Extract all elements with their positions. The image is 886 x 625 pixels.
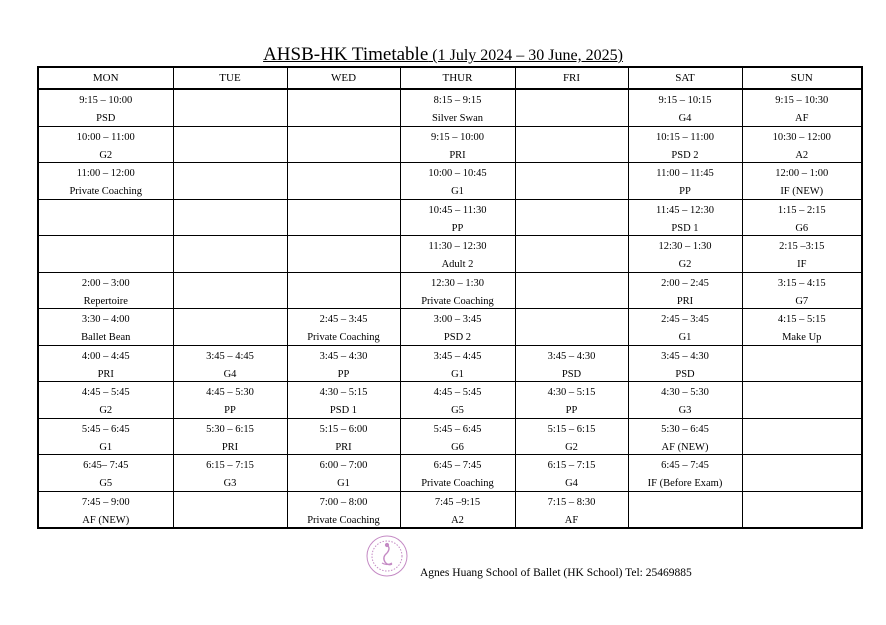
table-cell xyxy=(515,126,628,163)
table-cell xyxy=(742,491,862,528)
class-name: Private Coaching xyxy=(421,295,494,307)
class-time: 4:45 – 5:30 xyxy=(206,387,254,398)
table-cell xyxy=(628,418,742,455)
table-cell xyxy=(38,309,173,346)
class-time: 6:15 – 7:15 xyxy=(206,460,254,471)
table-row xyxy=(38,382,862,419)
class-name: PRI xyxy=(449,149,466,161)
class-name: Adult 2 xyxy=(441,259,474,270)
class-name: PSD 2 xyxy=(443,332,472,343)
class-name: G4 xyxy=(565,478,578,489)
table-cell xyxy=(628,163,742,200)
class-time: 11:00 – 12:00 xyxy=(76,168,135,179)
class-name: G2 xyxy=(565,441,578,453)
class-name: AF xyxy=(795,113,809,124)
class-name: Ballet Bean xyxy=(81,332,131,343)
table-cell xyxy=(515,345,628,382)
day-header: TUE xyxy=(173,67,287,89)
class-name: Private Coaching xyxy=(69,186,143,197)
class-name: AF xyxy=(564,514,579,526)
table-row xyxy=(38,89,862,126)
table-cell xyxy=(287,89,400,126)
class-time: 10:00 – 10:45 xyxy=(428,168,487,179)
table-cell xyxy=(287,491,400,528)
class-time: 4:15 – 5:15 xyxy=(777,314,826,325)
table-cell xyxy=(515,163,628,200)
class-time: 11:30 – 12:30 xyxy=(428,241,487,252)
title-main: AHSB-HK Timetable xyxy=(263,44,429,65)
class-time: 10:30 – 12:00 xyxy=(772,131,831,143)
timetable-title xyxy=(0,44,886,66)
table-cell xyxy=(515,89,628,126)
table-row xyxy=(38,491,862,528)
table-cell xyxy=(287,382,400,419)
table-cell xyxy=(628,382,742,419)
table-cell xyxy=(400,199,515,236)
class-name: PP xyxy=(337,368,350,380)
table-cell xyxy=(628,89,742,126)
class-name: PP xyxy=(224,405,236,416)
class-time: 4:30 – 5:15 xyxy=(319,387,368,398)
class-time: 7:45 – 9:00 xyxy=(81,496,130,508)
class-time: 11:00 – 11:45 xyxy=(656,168,714,179)
table-cell xyxy=(287,309,400,346)
class-time: 9:15 – 10:00 xyxy=(430,131,485,143)
class-time: 7:00 – 8:00 xyxy=(319,496,368,508)
table-cell xyxy=(628,455,742,492)
class-name: Silver Swan xyxy=(431,113,484,124)
table-cell xyxy=(742,163,862,200)
class-time: 12:00 – 1:00 xyxy=(775,168,829,179)
table-cell xyxy=(38,491,173,528)
table-cell xyxy=(38,126,173,163)
class-name: Make Up xyxy=(782,332,822,343)
timetable-table xyxy=(37,66,863,529)
table-cell xyxy=(173,418,287,455)
table-row xyxy=(38,309,862,346)
header-row xyxy=(38,67,862,89)
table-cell xyxy=(287,345,400,382)
table-cell xyxy=(515,455,628,492)
class-name: G1 xyxy=(451,186,464,197)
table-cell xyxy=(742,345,862,382)
table-cell xyxy=(173,199,287,236)
table-cell xyxy=(173,236,287,273)
table-cell xyxy=(287,272,400,309)
class-name: A2 xyxy=(451,514,464,526)
table-row xyxy=(38,199,862,236)
class-time: 3:00 – 3:45 xyxy=(433,314,482,325)
class-name: Private Coaching xyxy=(421,478,494,489)
class-time: 1:15 – 2:15 xyxy=(777,204,826,216)
class-time: 9:15 – 10:15 xyxy=(658,95,712,106)
table-cell xyxy=(515,382,628,419)
table-cell xyxy=(628,199,742,236)
class-time: 3:45 – 4:30 xyxy=(547,350,596,362)
class-time: 6:45– 7:45 xyxy=(83,460,129,471)
class-name: IF xyxy=(797,259,807,270)
table-cell xyxy=(287,126,400,163)
class-name: G2 xyxy=(678,259,692,270)
table-cell xyxy=(38,236,173,273)
table-cell xyxy=(742,309,862,346)
table-cell xyxy=(742,236,862,273)
class-name: G5 xyxy=(451,405,464,416)
table-cell xyxy=(742,455,862,492)
footer-contact: Agnes Huang School of Ballet (HK School) Tel: 25469885 xyxy=(420,567,692,579)
class-name: PP xyxy=(565,405,578,416)
class-name: IF (Before Exam) xyxy=(647,478,723,489)
table-cell xyxy=(400,491,515,528)
table-cell xyxy=(628,236,742,273)
class-time: 4:45 – 5:45 xyxy=(81,387,130,398)
table-cell xyxy=(287,418,400,455)
class-time: 6:45 – 7:45 xyxy=(661,460,709,471)
class-time: 11:45 – 12:30 xyxy=(656,204,714,216)
class-name: AF (NEW) xyxy=(661,441,709,453)
class-time: 3:15 – 4:15 xyxy=(777,277,826,289)
class-name: AF (NEW) xyxy=(82,514,130,526)
table-cell xyxy=(628,309,742,346)
class-time: 12:30 – 1:30 xyxy=(430,277,485,289)
table-cell xyxy=(515,491,628,528)
class-name: G2 xyxy=(99,149,113,161)
class-name: PP xyxy=(679,186,691,197)
table-cell xyxy=(515,309,628,346)
class-name: PSD xyxy=(561,368,582,380)
table-cell xyxy=(515,199,628,236)
class-name: PRI xyxy=(676,295,694,307)
class-time: 4:45 – 5:45 xyxy=(433,387,482,398)
class-time: 9:15 – 10:30 xyxy=(775,95,829,106)
class-name: PRI xyxy=(221,441,239,453)
table-cell xyxy=(400,309,515,346)
table-cell xyxy=(742,272,862,309)
class-name: G5 xyxy=(99,478,113,489)
table-cell xyxy=(173,309,287,346)
class-time: 2:45 – 3:45 xyxy=(661,314,709,325)
table-cell xyxy=(38,89,173,126)
class-name: Private Coaching xyxy=(307,332,380,343)
class-time: 10:45 – 11:30 xyxy=(428,204,487,216)
class-time: 5:30 – 6:45 xyxy=(661,423,709,435)
class-time: 9:15 – 10:00 xyxy=(79,95,133,106)
class-name: PSD 2 xyxy=(671,149,699,161)
class-time: 3:45 – 4:30 xyxy=(661,350,709,362)
class-name: G4 xyxy=(223,368,237,380)
class-time: 10:00 – 11:00 xyxy=(76,131,135,143)
table-row xyxy=(38,345,862,382)
table-cell xyxy=(38,272,173,309)
class-time: 5:15 – 6:00 xyxy=(319,423,368,435)
table-cell xyxy=(400,272,515,309)
table-cell xyxy=(400,126,515,163)
class-name: G6 xyxy=(451,441,464,453)
day-header: MON xyxy=(38,67,173,89)
table-cell xyxy=(287,236,400,273)
table-cell xyxy=(173,345,287,382)
table-cell xyxy=(400,418,515,455)
class-time: 2:00 – 2:45 xyxy=(661,277,709,289)
table-cell xyxy=(400,455,515,492)
table-row xyxy=(38,455,862,492)
class-time: 12:30 – 1:30 xyxy=(658,241,712,252)
ballet-school-seal-icon xyxy=(364,533,410,579)
table-cell xyxy=(287,455,400,492)
title-range: (1 July 2024 – 30 June, 2025) xyxy=(428,47,623,64)
class-name: PRI xyxy=(335,441,352,453)
table-cell xyxy=(173,272,287,309)
table-cell xyxy=(628,272,742,309)
class-name: PRI xyxy=(97,368,114,380)
table-cell xyxy=(515,418,628,455)
table-cell xyxy=(173,455,287,492)
class-time: 6:45 – 7:45 xyxy=(433,460,482,471)
table-cell xyxy=(38,455,173,492)
table-cell xyxy=(400,236,515,273)
class-time: 8:15 – 9:15 xyxy=(433,95,482,106)
class-time: 6:15 – 7:15 xyxy=(547,460,596,471)
class-name: G1 xyxy=(337,478,350,489)
class-name: PSD 1 xyxy=(671,222,699,234)
class-time: 5:45 – 6:45 xyxy=(433,423,482,435)
class-time: 5:45 – 6:45 xyxy=(81,423,130,435)
table-cell xyxy=(742,199,862,236)
table-cell xyxy=(173,89,287,126)
table-cell xyxy=(38,163,173,200)
day-header: SAT xyxy=(628,67,742,89)
table-cell xyxy=(38,382,173,419)
table-cell xyxy=(173,382,287,419)
table-cell xyxy=(742,382,862,419)
table-row xyxy=(38,163,862,200)
table-cell xyxy=(38,418,173,455)
class-time: 2:45 – 3:45 xyxy=(319,314,368,325)
class-time: 10:15 – 11:00 xyxy=(656,131,714,143)
class-name: Private Coaching xyxy=(307,514,380,526)
table-cell xyxy=(628,126,742,163)
table-cell xyxy=(742,418,862,455)
table-cell xyxy=(742,126,862,163)
class-time: 2:00 – 3:00 xyxy=(81,277,130,289)
class-name: PSD xyxy=(96,113,116,124)
class-time: 5:30 – 6:15 xyxy=(206,423,254,435)
class-name: G1 xyxy=(678,332,692,343)
table-cell xyxy=(515,236,628,273)
class-name: PP xyxy=(451,222,464,234)
class-time: 3:45 – 4:45 xyxy=(433,350,482,362)
table-cell xyxy=(173,126,287,163)
table-cell xyxy=(628,491,742,528)
table-cell xyxy=(173,491,287,528)
table-row xyxy=(38,418,862,455)
table-cell xyxy=(38,199,173,236)
class-name: G3 xyxy=(223,478,237,489)
class-name: Repertoire xyxy=(83,295,128,307)
class-name: G3 xyxy=(678,405,692,416)
class-name: G4 xyxy=(678,113,692,124)
table-cell xyxy=(287,163,400,200)
day-header: SUN xyxy=(742,67,862,89)
class-name: G7 xyxy=(795,295,809,307)
class-time: 3:45 – 4:45 xyxy=(206,350,254,362)
table-cell xyxy=(287,199,400,236)
class-name: PSD xyxy=(675,368,695,380)
table-cell xyxy=(400,89,515,126)
class-name: A2 xyxy=(795,149,809,161)
table-row xyxy=(38,272,862,309)
class-time: 2:15 –3:15 xyxy=(779,241,825,252)
class-time: 4:30 – 5:15 xyxy=(547,387,596,398)
class-time: 4:00 – 4:45 xyxy=(81,350,130,362)
class-time: 6:00 – 7:00 xyxy=(319,460,368,471)
class-time: 7:15 – 8:30 xyxy=(547,496,596,508)
table-row xyxy=(38,236,862,273)
class-name: G1 xyxy=(451,368,464,380)
class-name: G2 xyxy=(99,405,113,416)
class-name: G1 xyxy=(99,441,113,453)
table-cell xyxy=(742,89,862,126)
timetable-body xyxy=(38,89,862,528)
table-row xyxy=(38,126,862,163)
table-cell xyxy=(400,382,515,419)
day-header: FRI xyxy=(515,67,628,89)
class-time: 3:45 – 4:30 xyxy=(319,350,368,362)
class-name: G6 xyxy=(795,222,809,234)
table-cell xyxy=(173,163,287,200)
day-header: WED xyxy=(287,67,400,89)
table-cell xyxy=(628,345,742,382)
class-time: 4:30 – 5:30 xyxy=(661,387,709,398)
class-time: 7:45 –9:15 xyxy=(434,496,481,508)
table-cell xyxy=(400,345,515,382)
day-header: THUR xyxy=(400,67,515,89)
table-cell xyxy=(515,272,628,309)
class-time: 5:15 – 6:15 xyxy=(547,423,596,435)
class-name: PSD 1 xyxy=(329,405,358,416)
table-cell xyxy=(400,163,515,200)
class-time: 3:30 – 4:00 xyxy=(81,314,130,325)
class-name: IF (NEW) xyxy=(780,186,824,197)
table-cell xyxy=(38,345,173,382)
